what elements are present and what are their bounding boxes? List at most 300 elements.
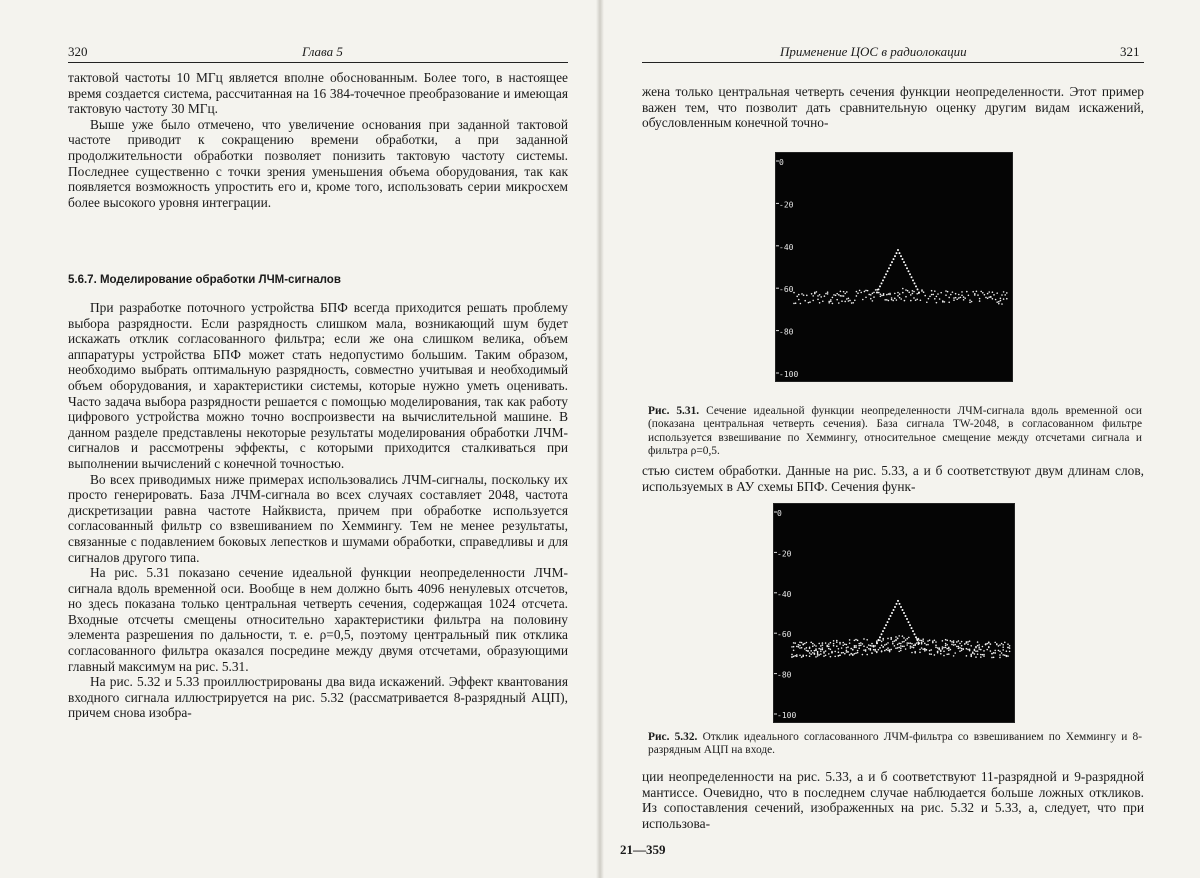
noise-sample [963, 296, 965, 298]
noise-sample [810, 650, 812, 652]
noise-sample [891, 299, 893, 301]
noise-sample [946, 639, 948, 641]
main-lobe-sample [903, 261, 905, 263]
noise-sample [860, 292, 862, 294]
noise-sample [911, 652, 913, 654]
noise-sample [961, 650, 963, 652]
noise-sample [833, 643, 835, 645]
noise-sample [910, 300, 912, 302]
noise-sample [900, 647, 902, 649]
noise-sample [934, 639, 936, 641]
noise-sample [828, 302, 830, 304]
noise-sample [828, 301, 830, 303]
noise-sample [951, 641, 953, 643]
noise-sample [985, 644, 987, 646]
noise-sample [793, 656, 795, 658]
noise-sample [999, 650, 1001, 652]
noise-sample [947, 291, 949, 293]
noise-sample [848, 300, 850, 302]
noise-sample [808, 302, 810, 304]
noise-sample [983, 650, 985, 652]
noise-sample [998, 301, 1000, 303]
noise-sample [874, 645, 876, 647]
noise-sample [822, 649, 824, 651]
noise-sample [994, 642, 996, 644]
axis-tick-label: -80 [777, 670, 792, 680]
noise-sample [993, 652, 995, 654]
noise-sample [929, 650, 931, 652]
noise-sample [799, 655, 801, 657]
noise-sample [814, 653, 816, 655]
noise-sample [865, 290, 867, 292]
main-lobe-sample [900, 606, 902, 608]
noise-sample [922, 640, 924, 642]
noise-sample [913, 297, 915, 299]
noise-sample [882, 638, 884, 640]
noise-sample [1009, 645, 1011, 647]
noise-sample [804, 300, 806, 302]
noise-sample [958, 640, 960, 642]
paragraph: На рис. 5.31 показано сечение идеальной функции неопределенности ЛЧМ-сигнала вдоль временной оси. Вообще в нем должно быть 4096 ненулевых отсчетов, но здесь показана только центральная четверть сечения, содержащая 1024 отсчета. Входные отсчеты смещены относительно характеристики фильтра на половину элемента разрешения по дальности, т. е. ρ=0,5, поэтому центральный пик отклика согласованного фильтра оказался посредине между двумя отсчетами, образующими главный максимум на рис. 5.31. [68, 565, 568, 674]
noise-sample [982, 654, 984, 656]
noise-sample [818, 648, 820, 650]
noise-sample [953, 655, 955, 657]
right-page [600, 0, 1200, 878]
main-lobe-sample [902, 258, 904, 260]
noise-sample [836, 293, 838, 295]
noise-sample [897, 647, 899, 649]
noise-sample [886, 299, 888, 301]
noise-sample [844, 301, 846, 303]
noise-sample [798, 646, 800, 648]
main-lobe-sample [890, 264, 892, 266]
figure-5-32-plot [774, 504, 1014, 722]
noise-sample [809, 652, 811, 654]
noise-sample [996, 292, 998, 294]
noise-sample [988, 642, 990, 644]
noise-sample [856, 295, 858, 297]
noise-sample [1006, 292, 1008, 294]
axis-tick-label: -20 [777, 549, 792, 559]
noise-sample [1007, 647, 1009, 649]
noise-sample [796, 296, 798, 298]
noise-sample [835, 295, 837, 297]
noise-sample [854, 653, 856, 655]
noise-sample [858, 645, 860, 647]
noise-sample [854, 645, 856, 647]
noise-sample [799, 645, 801, 647]
noise-sample [855, 639, 857, 641]
figure-5-31-caption [648, 405, 1142, 459]
noise-sample [838, 651, 840, 653]
noise-sample [791, 646, 793, 648]
noise-sample [860, 645, 862, 647]
noise-sample [841, 647, 843, 649]
noise-sample [842, 642, 844, 644]
noise-sample [927, 640, 929, 642]
main-lobe-sample [896, 603, 898, 605]
noise-sample [882, 646, 884, 648]
noise-sample [920, 299, 922, 301]
noise-sample [838, 648, 840, 650]
noise-sample [851, 302, 853, 304]
noise-sample [817, 655, 819, 657]
noise-sample [999, 654, 1001, 656]
noise-sample [987, 298, 989, 300]
noise-sample [937, 293, 939, 295]
noise-sample [998, 303, 1000, 305]
noise-sample [811, 293, 813, 295]
noise-sample [863, 645, 865, 647]
noise-sample [1000, 297, 1002, 299]
noise-sample [892, 641, 894, 643]
main-lobe-sample [899, 252, 901, 254]
noise-sample [961, 291, 963, 293]
noise-sample [840, 291, 842, 293]
noise-sample [830, 299, 832, 301]
noise-sample [802, 654, 804, 656]
noise-sample [872, 300, 874, 302]
noise-sample [915, 299, 917, 301]
noise-sample [894, 298, 896, 300]
noise-sample [970, 655, 972, 657]
noise-sample [866, 654, 868, 656]
noise-sample [889, 649, 891, 651]
noise-sample [887, 647, 889, 649]
noise-sample [998, 650, 1000, 652]
axis-tick-label: -60 [779, 285, 794, 295]
noise-sample [833, 640, 835, 642]
noise-sample [970, 654, 972, 656]
main-lobe-sample [899, 603, 901, 605]
noise-sample [942, 640, 944, 642]
noise-sample [868, 294, 870, 296]
noise-sample [986, 643, 988, 645]
noise-sample [954, 652, 956, 654]
noise-sample [852, 302, 854, 304]
noise-sample [916, 642, 918, 644]
noise-sample [812, 300, 814, 302]
noise-sample [974, 293, 976, 295]
noise-sample [969, 299, 971, 301]
noise-sample [910, 642, 912, 644]
noise-sample [956, 641, 958, 643]
noise-sample [962, 648, 964, 650]
noise-sample [891, 297, 893, 299]
noise-sample [1001, 294, 1003, 296]
noise-sample [836, 645, 838, 647]
noise-sample [998, 645, 1000, 647]
noise-sample [884, 299, 886, 301]
noise-sample [914, 643, 916, 645]
noise-sample [995, 299, 997, 301]
noise-sample [959, 647, 961, 649]
main-lobe-sample [893, 258, 895, 260]
noise-sample [831, 651, 833, 653]
noise-sample [798, 299, 800, 301]
noise-sample [905, 296, 907, 298]
noise-sample [906, 638, 908, 640]
noise-sample [906, 644, 908, 646]
main-lobe-sample [908, 621, 910, 623]
main-lobe-sample [917, 639, 919, 641]
noise-sample [924, 295, 926, 297]
noise-sample [850, 648, 852, 650]
main-lobe-sample [902, 609, 904, 611]
noise-sample [818, 654, 820, 656]
main-lobe-sample [911, 627, 913, 629]
noise-sample [842, 644, 844, 646]
noise-sample [985, 297, 987, 299]
noise-sample [801, 293, 803, 295]
noise-sample [815, 650, 817, 652]
noise-sample [907, 290, 909, 292]
noise-sample [902, 288, 904, 290]
axis-tick-label: -40 [777, 589, 792, 599]
main-lobe-sample [912, 630, 914, 632]
noise-sample [847, 651, 849, 653]
noise-sample [919, 649, 921, 651]
noise-sample [900, 645, 902, 647]
main-lobe-sample [896, 252, 898, 254]
noise-sample [846, 291, 848, 293]
noise-sample [868, 644, 870, 646]
noise-sample [801, 642, 803, 644]
noise-sample [827, 291, 829, 293]
noise-sample [801, 647, 803, 649]
noise-sample [820, 653, 822, 655]
noise-sample [898, 643, 900, 645]
axis-tick-label: -60 [777, 630, 792, 640]
noise-sample [898, 651, 900, 653]
noise-sample [810, 642, 812, 644]
noise-sample [846, 650, 848, 652]
noise-sample [961, 648, 963, 650]
noise-sample [934, 298, 936, 300]
noise-sample [903, 637, 905, 639]
noise-sample [924, 643, 926, 645]
noise-sample [942, 301, 944, 303]
noise-sample [994, 650, 996, 652]
noise-sample [873, 646, 875, 648]
main-lobe-sample [879, 636, 881, 638]
noise-sample [929, 639, 931, 641]
noise-sample [916, 293, 918, 295]
noise-sample [945, 643, 947, 645]
noise-sample [806, 295, 808, 297]
noise-sample [843, 295, 845, 297]
noise-sample [881, 651, 883, 653]
noise-sample [834, 656, 836, 658]
noise-sample [825, 650, 827, 652]
noise-sample [964, 643, 966, 645]
noise-sample [914, 652, 916, 654]
noise-sample [948, 297, 950, 299]
noise-sample [1006, 656, 1008, 658]
noise-sample [943, 655, 945, 657]
noise-sample [796, 646, 798, 648]
noise-sample [929, 653, 931, 655]
noise-sample [902, 645, 904, 647]
noise-sample [942, 646, 944, 648]
main-lobe-sample [879, 285, 881, 287]
noise-sample [883, 293, 885, 295]
noise-sample [827, 293, 829, 295]
noise-sample [935, 645, 937, 647]
noise-sample [806, 642, 808, 644]
noise-sample [844, 653, 846, 655]
axis-tick-label: 0 [777, 509, 782, 518]
noise-sample [958, 294, 960, 296]
noise-sample [978, 644, 980, 646]
noise-sample [940, 292, 942, 294]
noise-sample [950, 649, 952, 651]
noise-sample [982, 646, 984, 648]
noise-sample [857, 652, 859, 654]
noise-sample [975, 650, 977, 652]
noise-sample [846, 651, 848, 653]
caption-label: Рис. 5.32. [648, 731, 698, 743]
left-running-head: Глава 5 [302, 44, 343, 59]
noise-sample [937, 647, 939, 649]
noise-sample [993, 657, 995, 659]
noise-sample [881, 645, 883, 647]
noise-sample [988, 647, 990, 649]
noise-sample [945, 645, 947, 647]
noise-sample [967, 643, 969, 645]
noise-sample [862, 643, 864, 645]
printer-signature: 21—359 [620, 842, 666, 857]
noise-sample [980, 291, 982, 293]
noise-sample [955, 293, 957, 295]
noise-sample [834, 651, 836, 653]
noise-sample [799, 647, 801, 649]
noise-sample [889, 651, 891, 653]
noise-sample [930, 653, 932, 655]
noise-sample [940, 653, 942, 655]
noise-sample [929, 296, 931, 298]
noise-sample [812, 652, 814, 654]
noise-sample [859, 290, 861, 292]
noise-sample [975, 656, 977, 658]
noise-sample [953, 644, 955, 646]
noise-sample [791, 656, 793, 658]
noise-sample [892, 300, 894, 302]
noise-sample [841, 300, 843, 302]
paragraph: тактовой частоты 10 МГц является вполне обоснованным. Более того, в настоящее время создается система, рассчитанная на 16 384-точечное преобразование и имеющая тактовую частоту 30 МГц. [68, 70, 568, 117]
noise-sample [975, 646, 977, 648]
noise-sample [895, 639, 897, 641]
noise-sample [866, 639, 868, 641]
main-lobe-sample [914, 282, 916, 284]
noise-sample [881, 295, 883, 297]
noise-sample [809, 655, 811, 657]
noise-sample [955, 297, 957, 299]
left-page-number: 320 [68, 44, 88, 59]
noise-sample [836, 299, 838, 301]
noise-sample [888, 300, 890, 302]
noise-sample [820, 645, 822, 647]
noise-sample [904, 300, 906, 302]
noise-sample [848, 298, 850, 300]
noise-sample [794, 655, 796, 657]
noise-sample [948, 301, 950, 303]
noise-sample [961, 295, 963, 297]
noise-sample [870, 648, 872, 650]
noise-sample [1003, 291, 1005, 293]
noise-sample [854, 640, 856, 642]
noise-sample [970, 645, 972, 647]
noise-sample [897, 638, 899, 640]
noise-sample [902, 292, 904, 294]
noise-sample [892, 643, 894, 645]
noise-sample [890, 637, 892, 639]
noise-sample [820, 296, 822, 298]
noise-sample [888, 293, 890, 295]
axis-tick-label: 0 [779, 158, 784, 167]
noise-sample [948, 653, 950, 655]
noise-sample [855, 645, 857, 647]
noise-sample [987, 293, 989, 295]
noise-sample [908, 291, 910, 293]
noise-sample [960, 297, 962, 299]
noise-sample [919, 639, 921, 641]
noise-sample [862, 299, 864, 301]
noise-sample [886, 643, 888, 645]
noise-sample [820, 650, 822, 652]
main-lobe-sample [884, 276, 886, 278]
noise-sample [897, 644, 899, 646]
noise-sample [863, 638, 865, 640]
noise-sample [836, 641, 838, 643]
noise-sample [822, 647, 824, 649]
main-lobe-sample [878, 639, 880, 641]
axis-tick-label: -100 [777, 711, 797, 720]
main-lobe-sample [888, 267, 890, 269]
noise-sample [846, 644, 848, 646]
main-lobe-sample [882, 630, 884, 632]
noise-sample [956, 646, 958, 648]
noise-sample [969, 648, 971, 650]
noise-sample [931, 294, 933, 296]
noise-sample [935, 647, 937, 649]
noise-sample [958, 648, 960, 650]
noise-sample [857, 292, 859, 294]
noise-sample [961, 645, 963, 647]
noise-sample [818, 643, 820, 645]
noise-sample [849, 639, 851, 641]
noise-sample [868, 648, 870, 650]
noise-sample [924, 649, 926, 651]
noise-sample [815, 645, 817, 647]
noise-sample [862, 654, 864, 656]
noise-sample [828, 653, 830, 655]
noise-sample [854, 300, 856, 302]
right-bottom-text [642, 769, 1144, 831]
noise-sample [953, 299, 955, 301]
noise-sample [873, 296, 875, 298]
main-lobe-sample [900, 255, 902, 257]
noise-sample [935, 641, 937, 643]
noise-sample [988, 296, 990, 298]
noise-sample [800, 303, 802, 305]
noise-sample [886, 649, 888, 651]
main-lobe-sample [909, 273, 911, 275]
noise-sample [1002, 649, 1004, 651]
noise-sample [816, 291, 818, 293]
noise-sample [976, 291, 978, 293]
noise-sample [912, 290, 914, 292]
